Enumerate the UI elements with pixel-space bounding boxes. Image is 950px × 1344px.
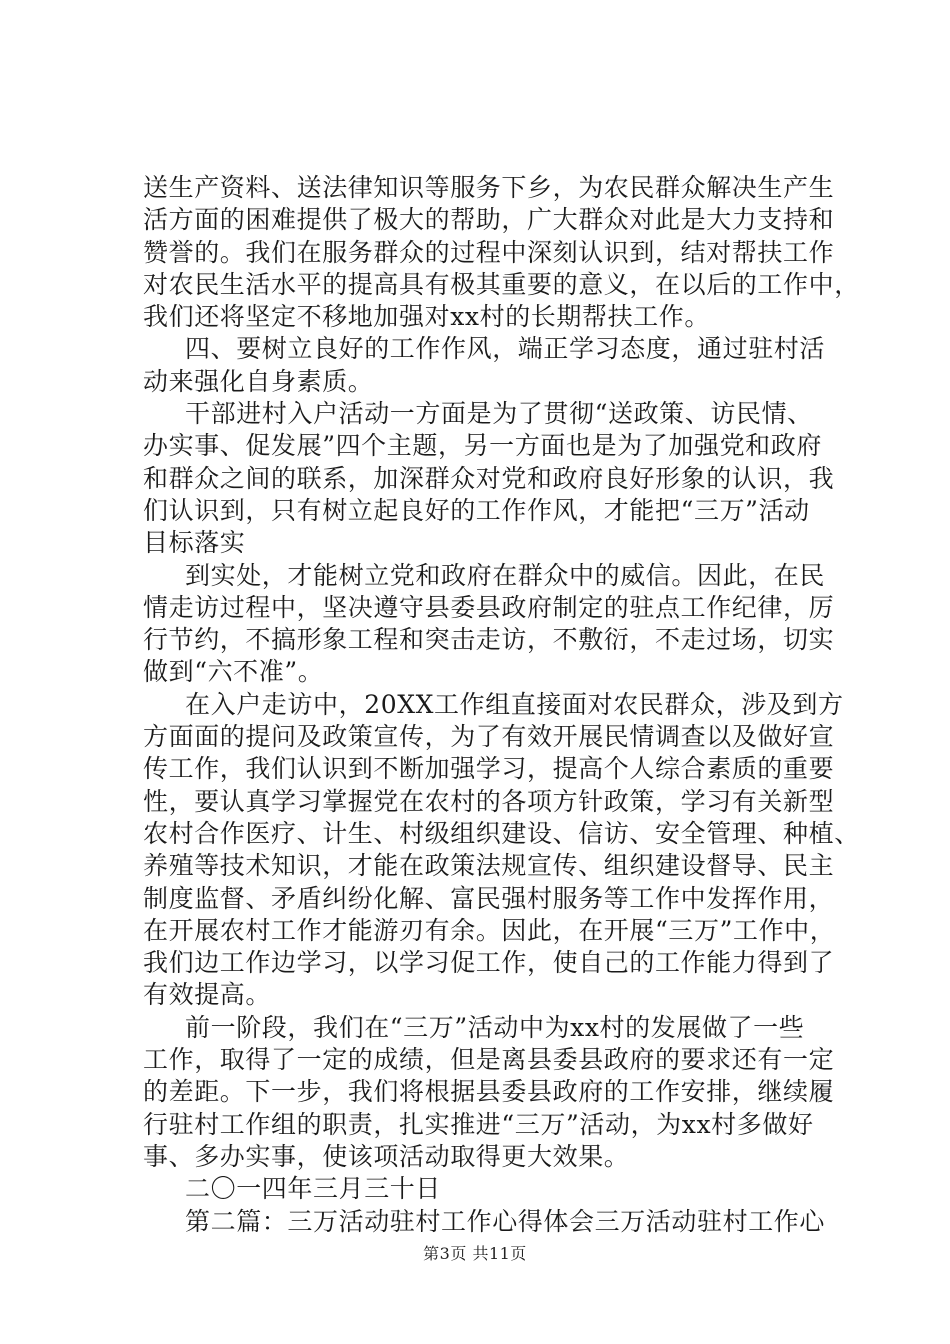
text-line: 活方面的困难提供了极大的帮助，广大群众对此是大力支持和 (143, 205, 835, 235)
text-line: 们认识到，只有树立起良好的工作作风，才能把“三万”活动 (143, 495, 810, 525)
text-line: 农村合作医疗、计生、村级组织建设、信访、安全管理、种植、 (143, 818, 860, 848)
text-line: 目标落实 (143, 528, 246, 558)
text-line: 事、多办实事，使该项活动取得更大效果。 (143, 1141, 630, 1171)
text-line: 四、要树立良好的工作作风，端正学习态度，通过驻村活 (185, 334, 826, 364)
text-line: 在开展农村工作才能游刃有余。因此，在开展“三万”工作中， (143, 915, 836, 945)
text-line: 二〇一四年三月三十日 (185, 1174, 442, 1204)
text-line: 到实处，才能树立党和政府在群众中的威信。因此，在民 (185, 560, 826, 590)
text-line: 行节约，不搞形象工程和突击走访，不敷衍，不走过场，切实 (143, 625, 835, 655)
document-body (143, 172, 860, 1238)
text-line: 传工作，我们认识到不断加强学习，提高个人综合素质的重要 (143, 754, 835, 784)
text-line: 动来强化自身素质。 (143, 366, 374, 396)
text-line: 赞誉的。我们在服务群众的过程中深刻认识到，结对帮扶工作 (143, 237, 835, 267)
text-line: 有效提高。 (143, 980, 272, 1010)
text-line: 性，要认真学习掌握党在农村的各项方针政策，学习有关新型 (143, 786, 835, 816)
text-line: 在入户走访中，20XX工作组直接面对农民群众，涉及到方 (185, 689, 844, 719)
text-line: 和群众之间的联系，加深群众对党和政府良好形象的认识，我 (143, 463, 835, 493)
text-line: 第二篇：三万活动驻村工作心得体会三万活动驻村工作心 (185, 1206, 826, 1236)
text-line: 工作，取得了一定的成绩，但是离县委县政府的要求还有一定 (143, 1045, 835, 1075)
text-line: 对农民生活水平的提高具有极其重要的意义，在以后的工作中， (143, 269, 860, 299)
text-line: 办实事、促发展”四个主题，另一方面也是为了加强党和政府 (143, 431, 822, 461)
text-line: 方面面的提问及政策宣传，为了有效开展民情调查以及做好宣 (143, 722, 835, 752)
text-line: 前一阶段，我们在“三万”活动中为xx村的发展做了一些 (185, 1012, 805, 1042)
text-line: 的差距。下一步，我们将根据县委县政府的工作安排，继续履 (143, 1077, 835, 1107)
text-line: 我们边工作边学习，以学习促工作，使自己的工作能力得到了 (143, 948, 835, 978)
text-line: 做到“六不准”。 (143, 657, 324, 687)
text-line: 养殖等技术知识，才能在政策法规宣传、组织建设督导、民主 (143, 851, 835, 881)
text-line: 制度监督、矛盾纠纷化解、富民强村服务等工作中发挥作用， (143, 883, 835, 913)
page-footer: 第3页 共11页 (423, 1244, 527, 1263)
text-line: 我们还将坚定不移地加强对xx村的长期帮扶工作。 (143, 302, 710, 332)
text-line: 干部进村入户活动一方面是为了贯彻“送政策、访民情、 (185, 399, 813, 429)
text-line: 情走访过程中，坚决遵守县委县政府制定的驻点工作纪律，厉 (143, 592, 835, 622)
text-line: 行驻村工作组的职责，扎实推进“三万”活动，为xx村多做好 (143, 1109, 814, 1139)
text-line: 送生产资料、送法律知识等服务下乡，为农民群众解决生产生 (143, 173, 835, 202)
